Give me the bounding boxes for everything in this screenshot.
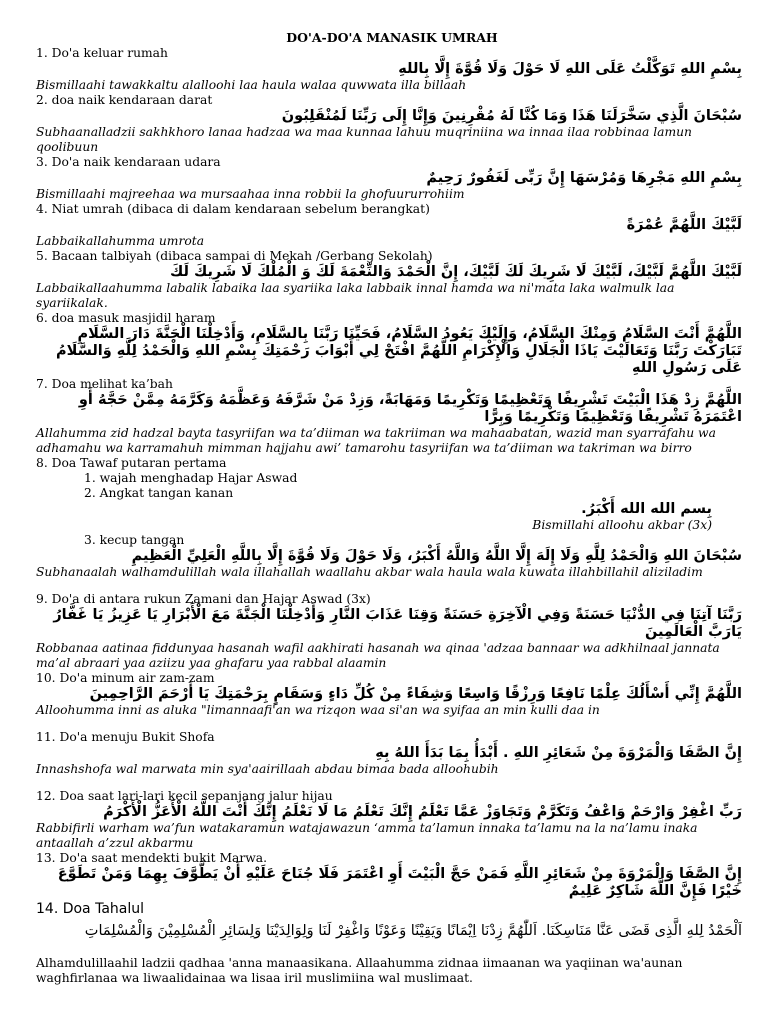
section-8-transliteration-takbir: Bismillahi alloohu akbar (3x) [532,518,712,532]
section-5-transliteration: Labbaikallaahumma labalik labaika laa syariika laka labbaik innal hamda wa ni'mata laka walmulk laa syariikalak. [36,281,675,310]
section-4-heading: 4. Niat umrah (dibaca di dalam kendaraan sebelum berangkat) [36,202,430,216]
section-5-heading: 5. Bacaan talbiyah (dibaca sampai di Mekah /Gerbang Sekolah) [36,249,433,263]
section-2-transliteration: Subhaanalladzii sakhkhoro lanaa hadzaa wa maa kunnaa lahuu muqriniina wa innaa ilaa robbinaa lamun qoolibuun [36,125,692,154]
section-3-transliteration: Bismillaahi majreehaa wa mursaahaa inna robbii la ghofuururrohiim [36,187,465,201]
section-6-heading: 6. doa masuk masjidil haram [36,311,216,325]
spacer [36,940,748,956]
section-9-transliteration: Robbanaa aatinaa fiddunyaa hasanah wafil aakhirati hasanah wa qinaa 'adzaa bannaar wa adkhilnaal jannata ma’al abraari yaa aziizu yaa ghafaru yaa rabbal alaamin [36,641,720,670]
section-14-arabic: اَلْحَمْدُ لِلهِ الَّذِى قَضَى عَنَّا مَنَاسِكَنَا. اَللّٰهُمَّ زِدْنَا اِيْمَانًا وَيَقِيْنًا وَعَوْنًا وَاغْفِرْ لَنَا وَلِوَالِدَيْنَا وَلِسَائِرِ الْمُسْلِمِيْنَ وَالْمُسْلِمَاتِ [84,923,742,939]
section-3-arabic: بِسْمِ اللهِ مَجْرِهَا وَمُرْسَهَا إِنَّ رَبِّى لَغَفُورٌ رَحِيمٌ [426,170,742,186]
section-7-transliteration: Allahumma zid hadzal bayta tasyriifan wa ta’diiman wa takriiman wa mahaabatan, wazid man syarrafahu wa adhamahu wa karramahuh mimman hajjahu awi’ tamarohu tasyriifan wa ta’diiman wa takriman wa birro [36,426,716,455]
section-1-transliteration: Bismillaahi tawakkaltu alalloohi laa haula walaa quwwata illa billaah [36,78,467,92]
spacer [36,580,748,592]
section-12-heading: 12. Doa saat lari-lari kecil sepanjang jalur hijau [36,789,333,803]
section-12-transliteration: Rabbifirli warham wa’fun watakaramun watajawazun ‘amma ta’lamun innaka ta’lamu na la na’lamu inaka antaallah a’zzul akbarmu [36,821,698,850]
section-1-arabic: بِسْمِ اللهِ تَوَكَّلْتُ عَلَى اللهِ لَا حَوْلَ وَلَا قُوَّةَ إِلَّا بِاللهِ [398,61,742,77]
section-14-heading: 14. Doa Tahalul [36,901,145,917]
section-8-heading: 8. Doa Tawaf putaran pertama [36,456,227,470]
section-9-arabic: رَبَّنَا آتِنَا فِي الدُّنْيَا حَسَنَةً وَفِي الْآخِرَةِ حَسَنَةً وَقِنَا عَذَابَ النَّارِ وَأَدْخِلْنَا الْجَنَّةَ مَعَ الْأَبْرَارِ يَا عَزِيزُ يَا غَفَّارُ يَارَبَّ الْعَالَمِينَ [53,607,742,640]
section-4-transliteration: Labbaikallahumma umrota [36,234,205,248]
section-8-step-1: 1. wajah menghadap Hajar Aswad [84,471,298,485]
spacer [36,777,748,789]
section-8-transliteration-tasbih: Subhanaalah walhamdulillah wala illahallah waallahu akbar wala haula wala kuwata illahbillahil aliziladim [36,565,703,579]
spacer [36,718,748,730]
section-13-arabic: إِنَّ الصَّفَا وَالْمَرْوَةَ مِنْ شَعَائِرِ اللَّهِ فَمَنْ حَجَّ الْبَيْتَ أَوِ اعْتَمَرَ فَلَا جُنَاحَ عَلَيْهِ أَنْ يَطَّوَّفَ بِهِمَا وَمَنْ تَطَوَّعَ خَيْرًا فَإِنَّ اللَّهَ شَاكِرٌ عَلِيمٌ [57,866,742,899]
section-8-arabic-takbir: بِسم الله الله أَكْبَرُ. [581,501,712,517]
section-8-step-2: 2. Angkat tangan kanan [84,486,234,500]
section-7-heading: 7. Doa melihat ka’bah [36,377,173,391]
document-title: DO'A-DO'A MANASIK UMRAH [286,30,498,45]
section-13-heading: 13. Do'a saat mendekti bukit Marwa. [36,851,268,865]
section-11-heading: 11. Do'a menuju Bukit Shofa [36,730,215,744]
section-10-heading: 10. Do'a minum air zam-zam [36,671,215,685]
section-5-arabic: لَبَّيْكَ اللَّهُمَّ لَبَّيْكَ، لَبَّيْكَ لَا شَرِيكَ لَكَ لَبَّيْكَ، إِنَّ الْحَمْدَ وَالنِّعْمَةَ لَكَ وَ الْمُلْكَ لَا شَرِيكَ لَكَ [169,264,742,280]
section-2-heading: 2. doa naik kendaraan darat [36,93,213,107]
section-10-transliteration: Alloohumma inni as aluka "limannaafi'an wa rizqon waa si'an wa syifaa an min kulli daa in [36,703,600,717]
section-8-step-3: 3. kecup tangan [84,533,185,547]
section-8-arabic-tasbih: سُبْحَانَ اللهِ وَالْحَمْدُ لِلَّهِ وَلَا إِلَهَ إِلَّا اللَّهُ وَاللَّهُ أَكْبَرُ، وَلَا حَوْلَ وَلَا قُوَّةَ إِلَّا بِاللَّهِ الْعَلِيِّ الْعَظِيمِ [131,548,742,564]
section-11-transliteration: Innashshofa wal marwata min sya'aairillaah abdau bimaa bada alloohubih [36,762,499,776]
section-10-arabic: اللَّهُمَّ إِنِّي أَسْأَلُكَ عِلْمًا نَافِعًا وَرِزْقًا وَاسِعًا وَشِفَاءً مِنْ كُلِّ دَاءٍ وَسَقَامٍ بِرَحْمَتِكَ يَا أَرْحَمَ الرَّاحِمِينَ [89,686,742,702]
section-4-arabic: لَبَّيْكَ اللَّهُمَّ عُمْرَةً [626,217,742,233]
section-11-arabic: إِنَّ الصَّفَا وَالْمَرْوَةَ مِنْ شَعَائِرِ اللهِ . أَبْدَأُ بِمَا بَدَأَ اللهُ بِهِ [375,745,742,761]
section-9-heading: 9. Do'a di antara rukun Zamani dan Hajar Aswad (3x) [36,592,371,606]
section-12-arabic: رَبِّ اغْفِرْ وَارْحَمْ وَاعْفُ وَتَكَرَّمْ وَتَجَاوَزْ عَمَّا تَعْلَمُ إِنَّكَ تَعْلَمُ مَا لَا نَعْلَمُ إِنَّكَ أَنْتَ اللَّهُ الْأَعَزُّ الْأَكْرَمُ [103,804,742,820]
section-2-arabic: سُبْحَانَ الَّذِي سَخَّرَلَنَا هَذَا وَمَا كُنَّا لَهُ مُقْرِنِينَ وَإِنَّا إِلَى رَبِّنَا لَمُنْقَلِبُونَ [281,108,742,124]
section-6-arabic: اللَّهُمَّ أَنْتَ السَّلَامُ وَمِنْكَ السَّلَامُ، وَإِلَيْكَ يَعُودُ السَّلَامُ، فَحَيِّنَا رَبَّنَا بِالسَّلَامِ، وَأَدْخِلْنَا الْجَنَّةَ دَارَ السَّلَامِ تَبَارَكْتَ رَبَّنَا وَتَعَالَيْتَ يَاذَا الْجَلَالِ وَالْإِكْرَامِ اللَّهُمَّ افْتَحْ لِي أَبْوَابَ رَحْمَتِكَ بِسْمِ اللهِ وَالْحَمْدُ لِلَّهِ وَالسَّلَامُ عَلَى رَسُولِ اللهِ [55,326,742,376]
section-3-heading: 3. Do'a naik kendaraan udara [36,155,221,169]
section-14-transliteration: Alhamdulillaahil ladzii qadhaa 'anna manaasikana. Allaahumma zidnaa iimaanan wa yaqiinan wa'aunan waghfirlanaa wa liwaalidainaa wa lisaa iril muslimiina wal muslimaat. [36,956,683,985]
section-1-heading: 1. Do'a keluar rumah [36,46,168,60]
section-7-arabic: اللَّهُمَّ زِدْ هَذَا الْبَيْتَ تَشْرِيفًا وَتَعْظِيمًا وَتَكْرِيمًا وَمَهَابَةً، وَزِدْ مَنْ شَرَّفَهُ وَعَظَّمَهُ وَكَرَّمَهُ مِمَّنْ حَجَّهُ أَوِ اعْتَمَرَهُ تَشْرِيفًا وَتَعْظِيمًا وَتَكْرِيمًا وَبِرًّا [78,392,742,425]
